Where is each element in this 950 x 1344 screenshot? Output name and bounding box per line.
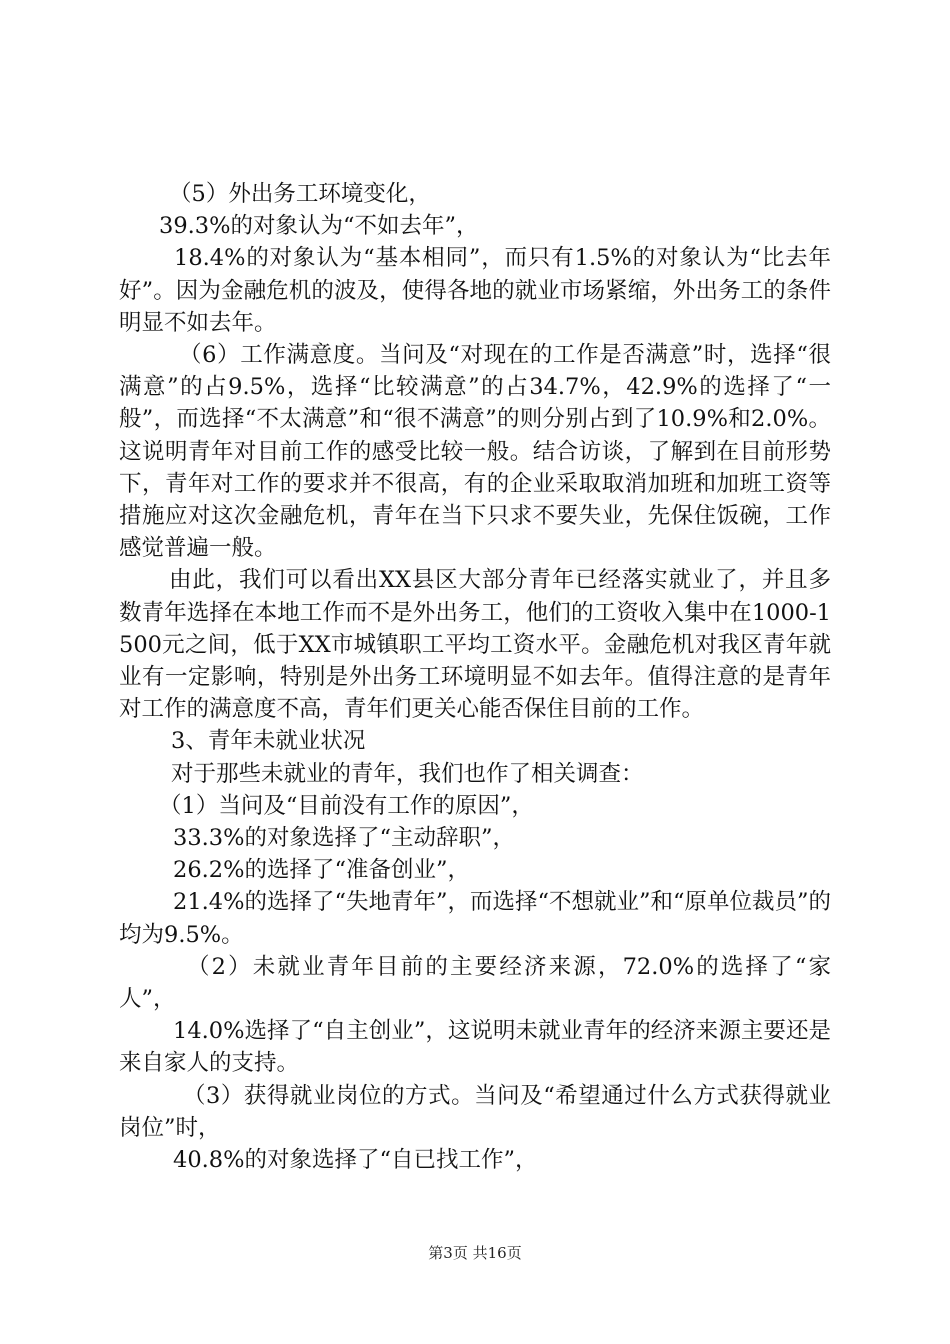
paragraph: 33.3%的对象选择了“主动辞职”， (173, 825, 515, 852)
paragraph: 26.2%的选择了“准备创业”， (173, 857, 470, 884)
paragraph: 21.4%的选择了“失地青年”，而选择“不想就业”和“原单位裁员”的均为9.5%。 (119, 889, 831, 948)
paragraph: （3）获得就业岗位的方式。当问及“希望通过什么方式获得就业岗位”时， (119, 1082, 831, 1141)
paragraph: 14.0%选择了“自主创业”，这说明未就业青年的经济来源主要还是来自家人的支持。 (119, 1018, 831, 1077)
paragraph: 39.3%的对象认为“不如去年”， (159, 213, 479, 240)
paragraph: （1）当问及“目前没有工作的原因”， (159, 792, 534, 819)
paragraph: 18.4%的对象认为“基本相同”，而只有1.5%的对象认为“比去年好”。因为金融危机的波及，使得各地的就业市场紧缩，外出务工的条件明显不如去年。 (119, 245, 831, 336)
paragraph: 对于那些未就业的青年，我们也作了相关调查： (171, 760, 644, 787)
section-heading: 3、青年未就业状况 (171, 728, 366, 755)
document-body (119, 178, 831, 1176)
paragraph: （5）外出务工环境变化， (169, 181, 431, 207)
paragraph: （2）未就业青年目前的主要经济来源，72.0%的选择了“家人”， (119, 953, 831, 1013)
paragraph: （6）工作满意度。当问及“对现在的工作是否满意”时，选择“很满意”的占9.5%，选择“比较满意”的占34.7%，42.9%的选择了“一般”，而选择“不太满意”和“很不满意”的则分别占到了10.9%和2.0%。这说明青年对目前工作的感受比较一般。结合访谈，了解到在目前形势下，青年对工作的要求并不很高，有的企业采取取消加班和加班工资等措施应对这次金融危机，青年在当下只求不要失业，先保住饭碗，工作感觉普遍一般。 (119, 342, 831, 562)
page-number-footer: 第3页 共16页 (428, 1244, 522, 1262)
paragraph: 由此，我们可以看出XX县区大部分青年已经落实就业了，并且多数青年选择在本地工作而不是外出务工，他们的工资收入集中在1000-1500元之间，低于XX市城镇职工平均工资水平。金融危机对我区青年就业有一定影响，特别是外出务工环境明显不如去年。值得注意的是青年对工作的满意度不高，青年们更关心能否保住目前的工作。 (119, 567, 831, 723)
paragraph: 40.8%的对象选择了“自已找工作”， (173, 1147, 538, 1174)
